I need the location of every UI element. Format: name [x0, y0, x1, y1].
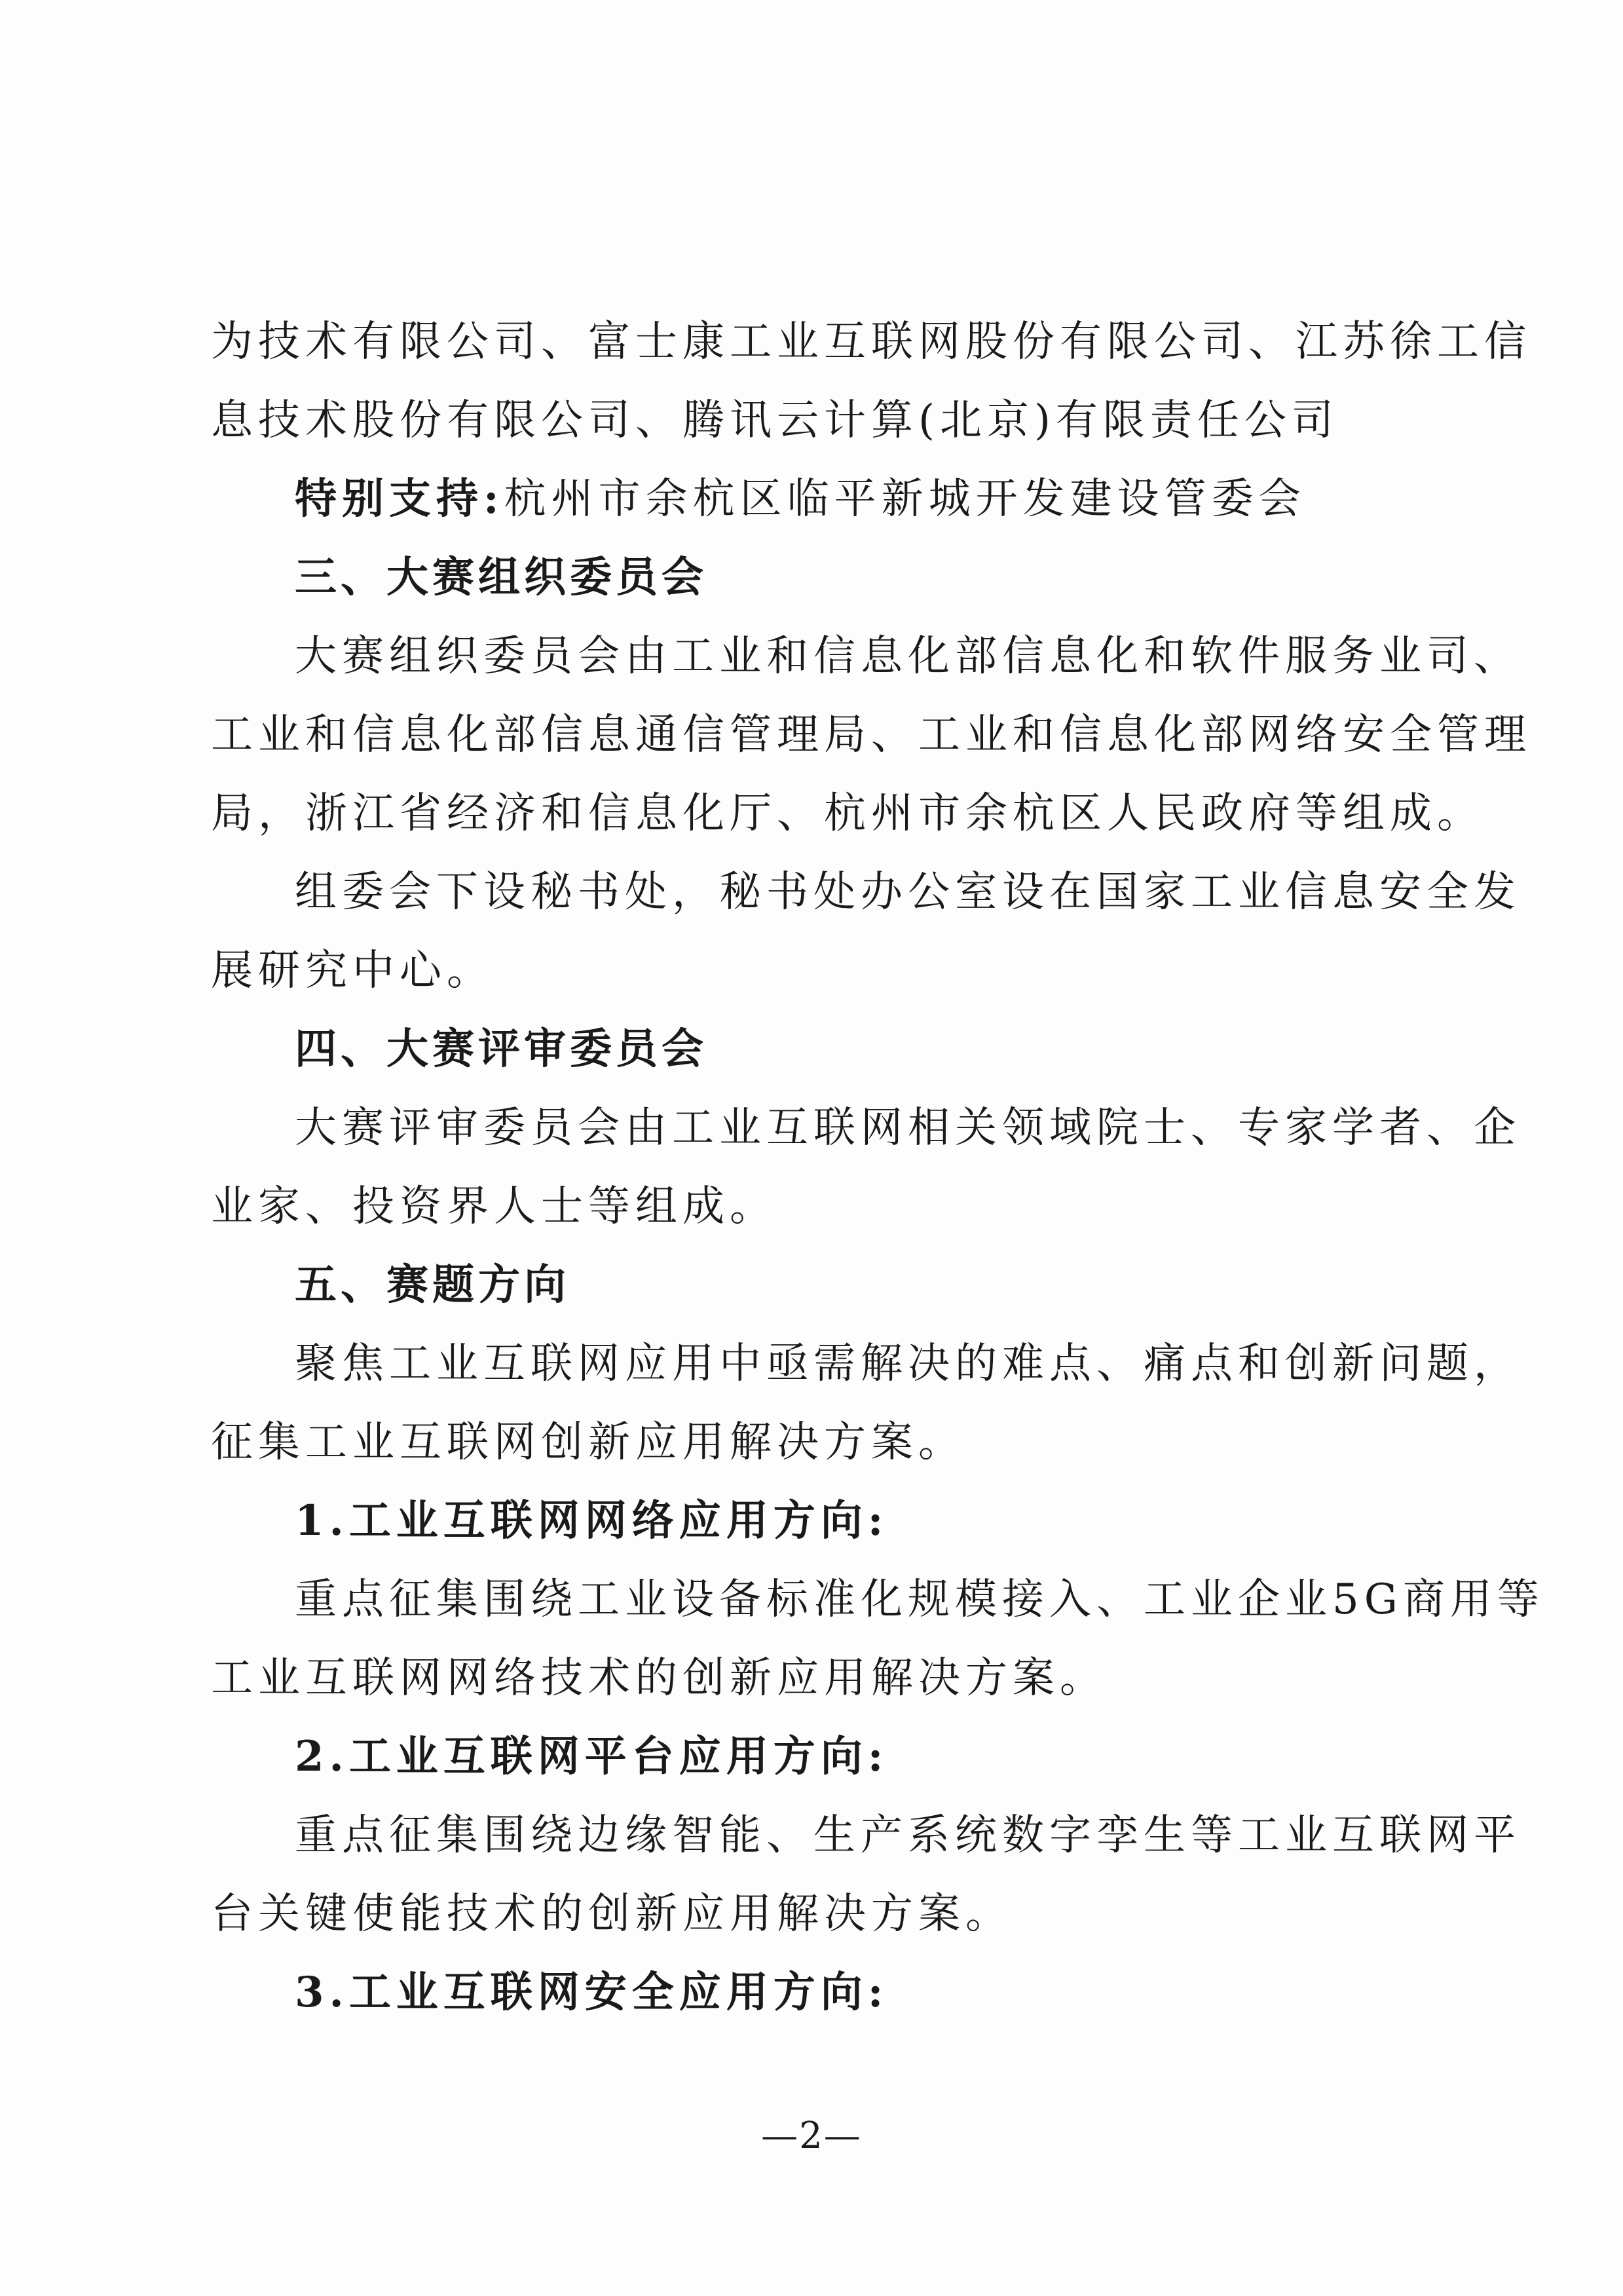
section-heading-3: 三、大赛组织委员会	[295, 553, 707, 602]
body-line: 息技术股份有限公司、腾讯云计算(北京)有限责任公司	[211, 396, 1339, 445]
subheading-network: 1.工业互联网网络应用方向:	[295, 1496, 889, 1545]
body-line: 为技术有限公司、富士康工业互联网股份有限公司、江苏徐工信	[211, 318, 1531, 366]
body-line: 展研究中心。	[211, 947, 494, 995]
body-line: 工业互联网网络技术的创新应用解决方案。	[211, 1654, 1107, 1703]
special-support-line	[211, 460, 1409, 538]
special-support-label: 特别支持:	[295, 474, 504, 523]
body-line: 业家、投资界人士等组成。	[211, 1182, 777, 1231]
document-body	[211, 303, 1544, 2032]
body-line: 工业和信息化部信息通信管理局、工业和信息化部网络安全管理	[211, 711, 1531, 759]
subheading-platform: 2.工业互联网平台应用方向:	[295, 1732, 889, 1781]
page-number: —2—	[761, 2115, 862, 2157]
body-line: 台关键使能技术的创新应用解决方案。	[211, 1890, 1013, 1938]
section-heading-5: 五、赛题方向	[295, 1260, 570, 1309]
body-line: 重点征集围绕工业设备标准化规模接入、工业企业5G商用等	[295, 1575, 1544, 1624]
body-line: 聚焦工业互联网应用中亟需解决的难点、痛点和创新问题，	[295, 1340, 1521, 1388]
body-line: 大赛组织委员会由工业和信息化部信息化和软件服务业司、	[295, 632, 1521, 681]
body-line: 组委会下设秘书处，秘书处办公室设在国家工业信息安全发	[295, 868, 1521, 916]
section-heading-4: 四、大赛评审委员会	[295, 1025, 707, 1074]
body-line: 征集工业互联网创新应用解决方案。	[211, 1418, 965, 1467]
subheading-security: 3.工业互联网安全应用方向:	[295, 1968, 889, 2017]
body-line: 大赛评审委员会由工业互联网相关领域院士、专家学者、企	[295, 1104, 1521, 1152]
body-line: 局，浙江省经济和信息化厅、杭州市余杭区人民政府等组成。	[211, 789, 1484, 838]
special-support-text: 杭州市余杭区临平新城开发建设管委会	[504, 475, 1306, 523]
body-line: 重点征集围绕边缘智能、生产系统数字孪生等工业互联网平	[295, 1811, 1521, 1860]
